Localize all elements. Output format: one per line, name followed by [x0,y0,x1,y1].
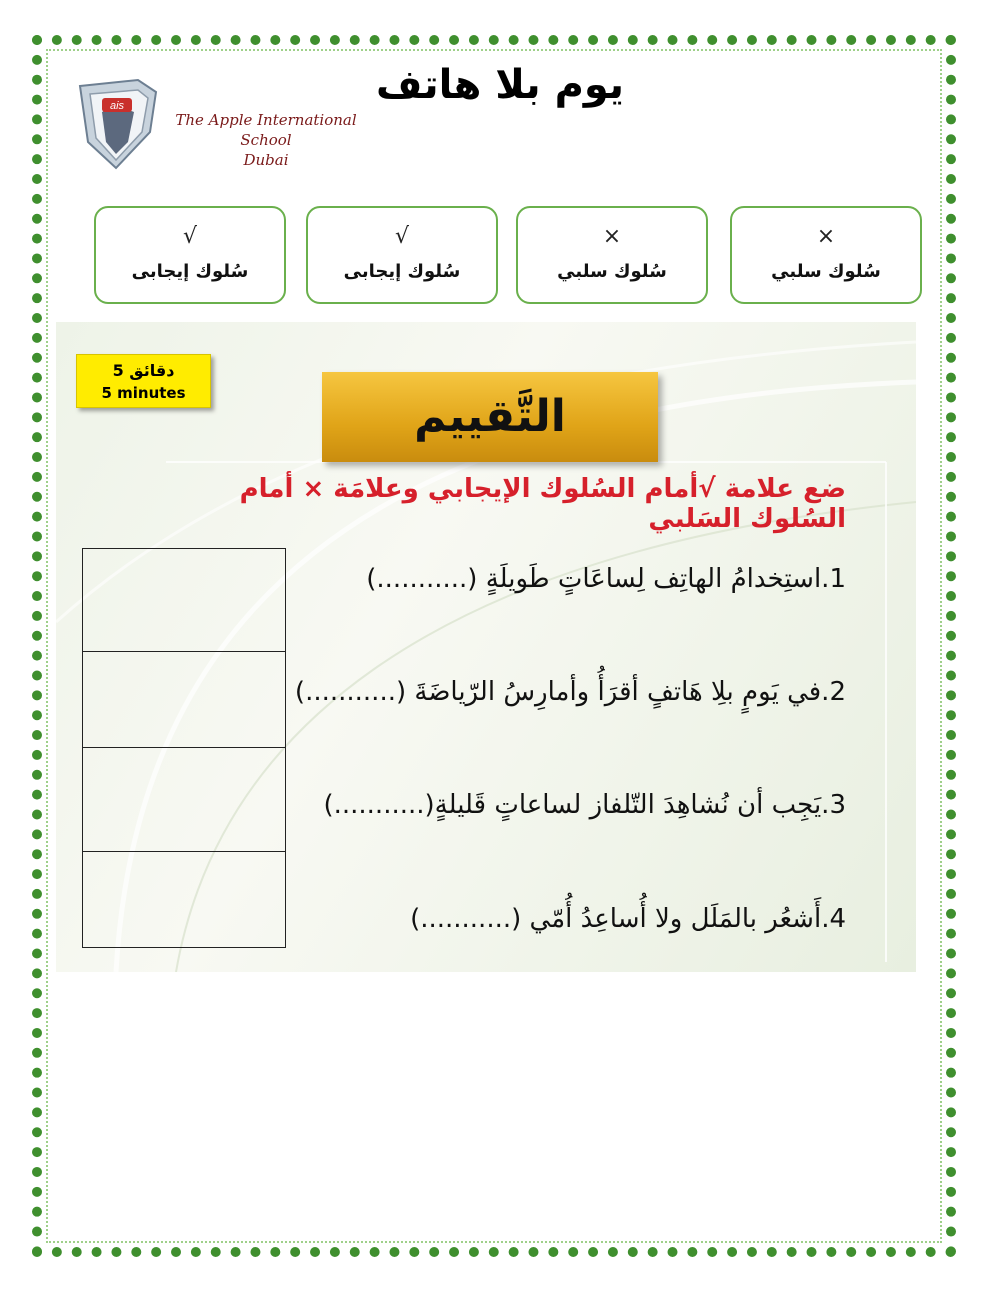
answer-drop-boxes [82,548,286,948]
answer-box-4 [94,206,286,304]
school-name-line2: Dubai [243,151,289,169]
timer-english: 5 minutes [101,384,186,402]
school-name-line1: The Apple International School [175,111,357,149]
timer-badge [76,354,211,408]
answer-box-3 [306,206,498,304]
question-3: 3.يَجِب أن نُشاهِدَ التّلفاز لساعاتٍ قَليلةٍ(...........) [323,790,846,820]
answer-box-1 [730,206,922,304]
shield-icon [80,80,156,168]
question-1: 1.استِخدامُ الهاتِف لِساعَاتٍ طَويلَةٍ (...........) [366,564,846,594]
question-4: 4.أَشعُر بالمَلَل ولا أُساعِدُ أُمّي (...........) [410,904,846,934]
answer-box-2 [516,206,708,304]
answer-label: سُلوك إيجابى [343,261,461,282]
timer-arabic: 5 دقائق [112,361,175,380]
cross-mark-icon: × [602,224,622,249]
cross-mark-icon: × [816,224,836,249]
school-name [150,110,382,170]
drop-box-3[interactable] [83,747,285,852]
answer-label: سُلوك سلبي [557,261,667,282]
page-title: يوم بلا هاتف [375,62,625,108]
drop-box-4[interactable] [83,851,285,948]
check-mark-icon: √ [394,224,410,249]
drop-box-2[interactable] [83,651,285,748]
assessment-banner: التَّقييم [322,372,658,462]
answer-label: سُلوك سلبي [771,261,881,282]
instruction-text: ضع علامة √أمام السُلوك الإيجابي وعلامَة × أمام السُلوك السَلبي [239,474,846,534]
check-mark-icon: √ [182,224,198,249]
logo-initials: ais [109,100,125,112]
question-2: 2.في يَومٍ بلِا هَاتفٍ أقرَأُ وأمارِسُ الرّياضَةَ (...........) [294,677,846,707]
answer-label: سُلوك إيجابى [131,261,249,282]
drop-box-1[interactable] [83,549,285,651]
assessment-slide [56,322,916,972]
